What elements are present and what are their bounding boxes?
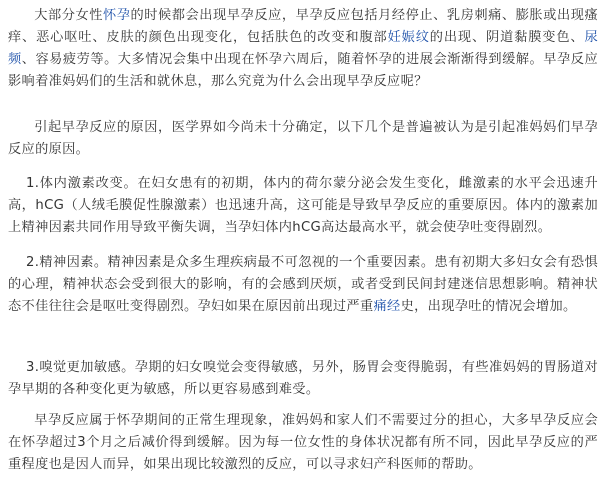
intro-text-1: 大部分女性 <box>34 8 103 23</box>
paragraph-causes-intro <box>8 117 598 161</box>
paragraph-conclusion <box>8 410 598 476</box>
link-dysmenorrhea[interactable]: 痛经 <box>373 299 401 314</box>
paragraph-intro <box>8 5 598 93</box>
intro-text-4: 、容易疲劳等。大多情况会集中出现在怀孕六周后，随着怀孕的进展会渐渐得到缓解。早孕反应影响着准妈妈们的生活和就休息，那么究竟为什么会出现早孕反应呢？ <box>8 52 598 89</box>
cause-smell-text: 3.嗅觉更加敏感。孕期的妇女嗅觉会变得敏感，另外，肠胃会变得脆弱，有些准妈妈的胃肠道对孕早期的各种变化更为敏感，所以更容易感到难受。 <box>8 360 598 397</box>
intro-text-3: 的出现、阴道黏膜变色、 <box>429 30 585 45</box>
cause-mental-text-2: 史，出现孕吐的情况会增加。 <box>400 299 577 314</box>
cause-hormones-text: 1.体内激素改变。在妇女患有的初期，体内的荷尔蒙分泌会发生变化，雌激素的水平会迅速升高，hCG（人绒毛膜促性腺激素）也迅速升高，这可能是导致早孕反应的重要原因。体内的激素加上精神因素共同作用导致平衡失调，当孕妇体内hCG高达最高水平，就会使孕吐变得剧烈。 <box>8 176 598 235</box>
causes-intro-text: 引起早孕反应的原因，医学界如今尚未十分确定，以下几个是普遍被认为是引起准妈妈们早孕反应的原因。 <box>8 120 598 157</box>
paragraph-cause-hormones <box>8 173 598 239</box>
link-stretch-marks[interactable]: 妊娠纹 <box>387 30 430 45</box>
link-pregnancy[interactable]: 怀孕 <box>103 8 131 23</box>
link-frequent-urination[interactable]: 尿频 <box>8 30 598 67</box>
paragraph-cause-mental <box>8 252 598 318</box>
conclusion-text: 早孕反应属于怀孕期间的正常生理现象，准妈妈和家人们不需要过分的担心，大多早孕反应会在怀孕超过3个月之后减价得到缓解。因为每一位女性的身体状况都有所不同，因此早孕反应的严重程度也是因人而异，如果出现比较激烈的反应，可以寻求妇产科医师的帮助。 <box>8 413 598 472</box>
cause-mental-text-1: 2.精神因素。精神因素是众多生理疾病最不可忽视的一个重要因素。患有初期大多妇女会有恐惧的心理，精神状态会受到很大的影响，有的会感到厌烦，或者受到民间封建迷信思想影响。精神状态不佳往往会是呕吐变得剧烈。孕妇如果在原因前出现过严重 <box>8 255 598 314</box>
paragraph-cause-smell <box>8 357 598 401</box>
intro-text-2: 的时候都会出现早孕反应，早孕反应包括月经停止、乳房刺痛、膨胀或出现瘙痒、恶心呕吐、皮肤的颜色出现变化，包括肤色的改变和腹部 <box>8 8 598 45</box>
